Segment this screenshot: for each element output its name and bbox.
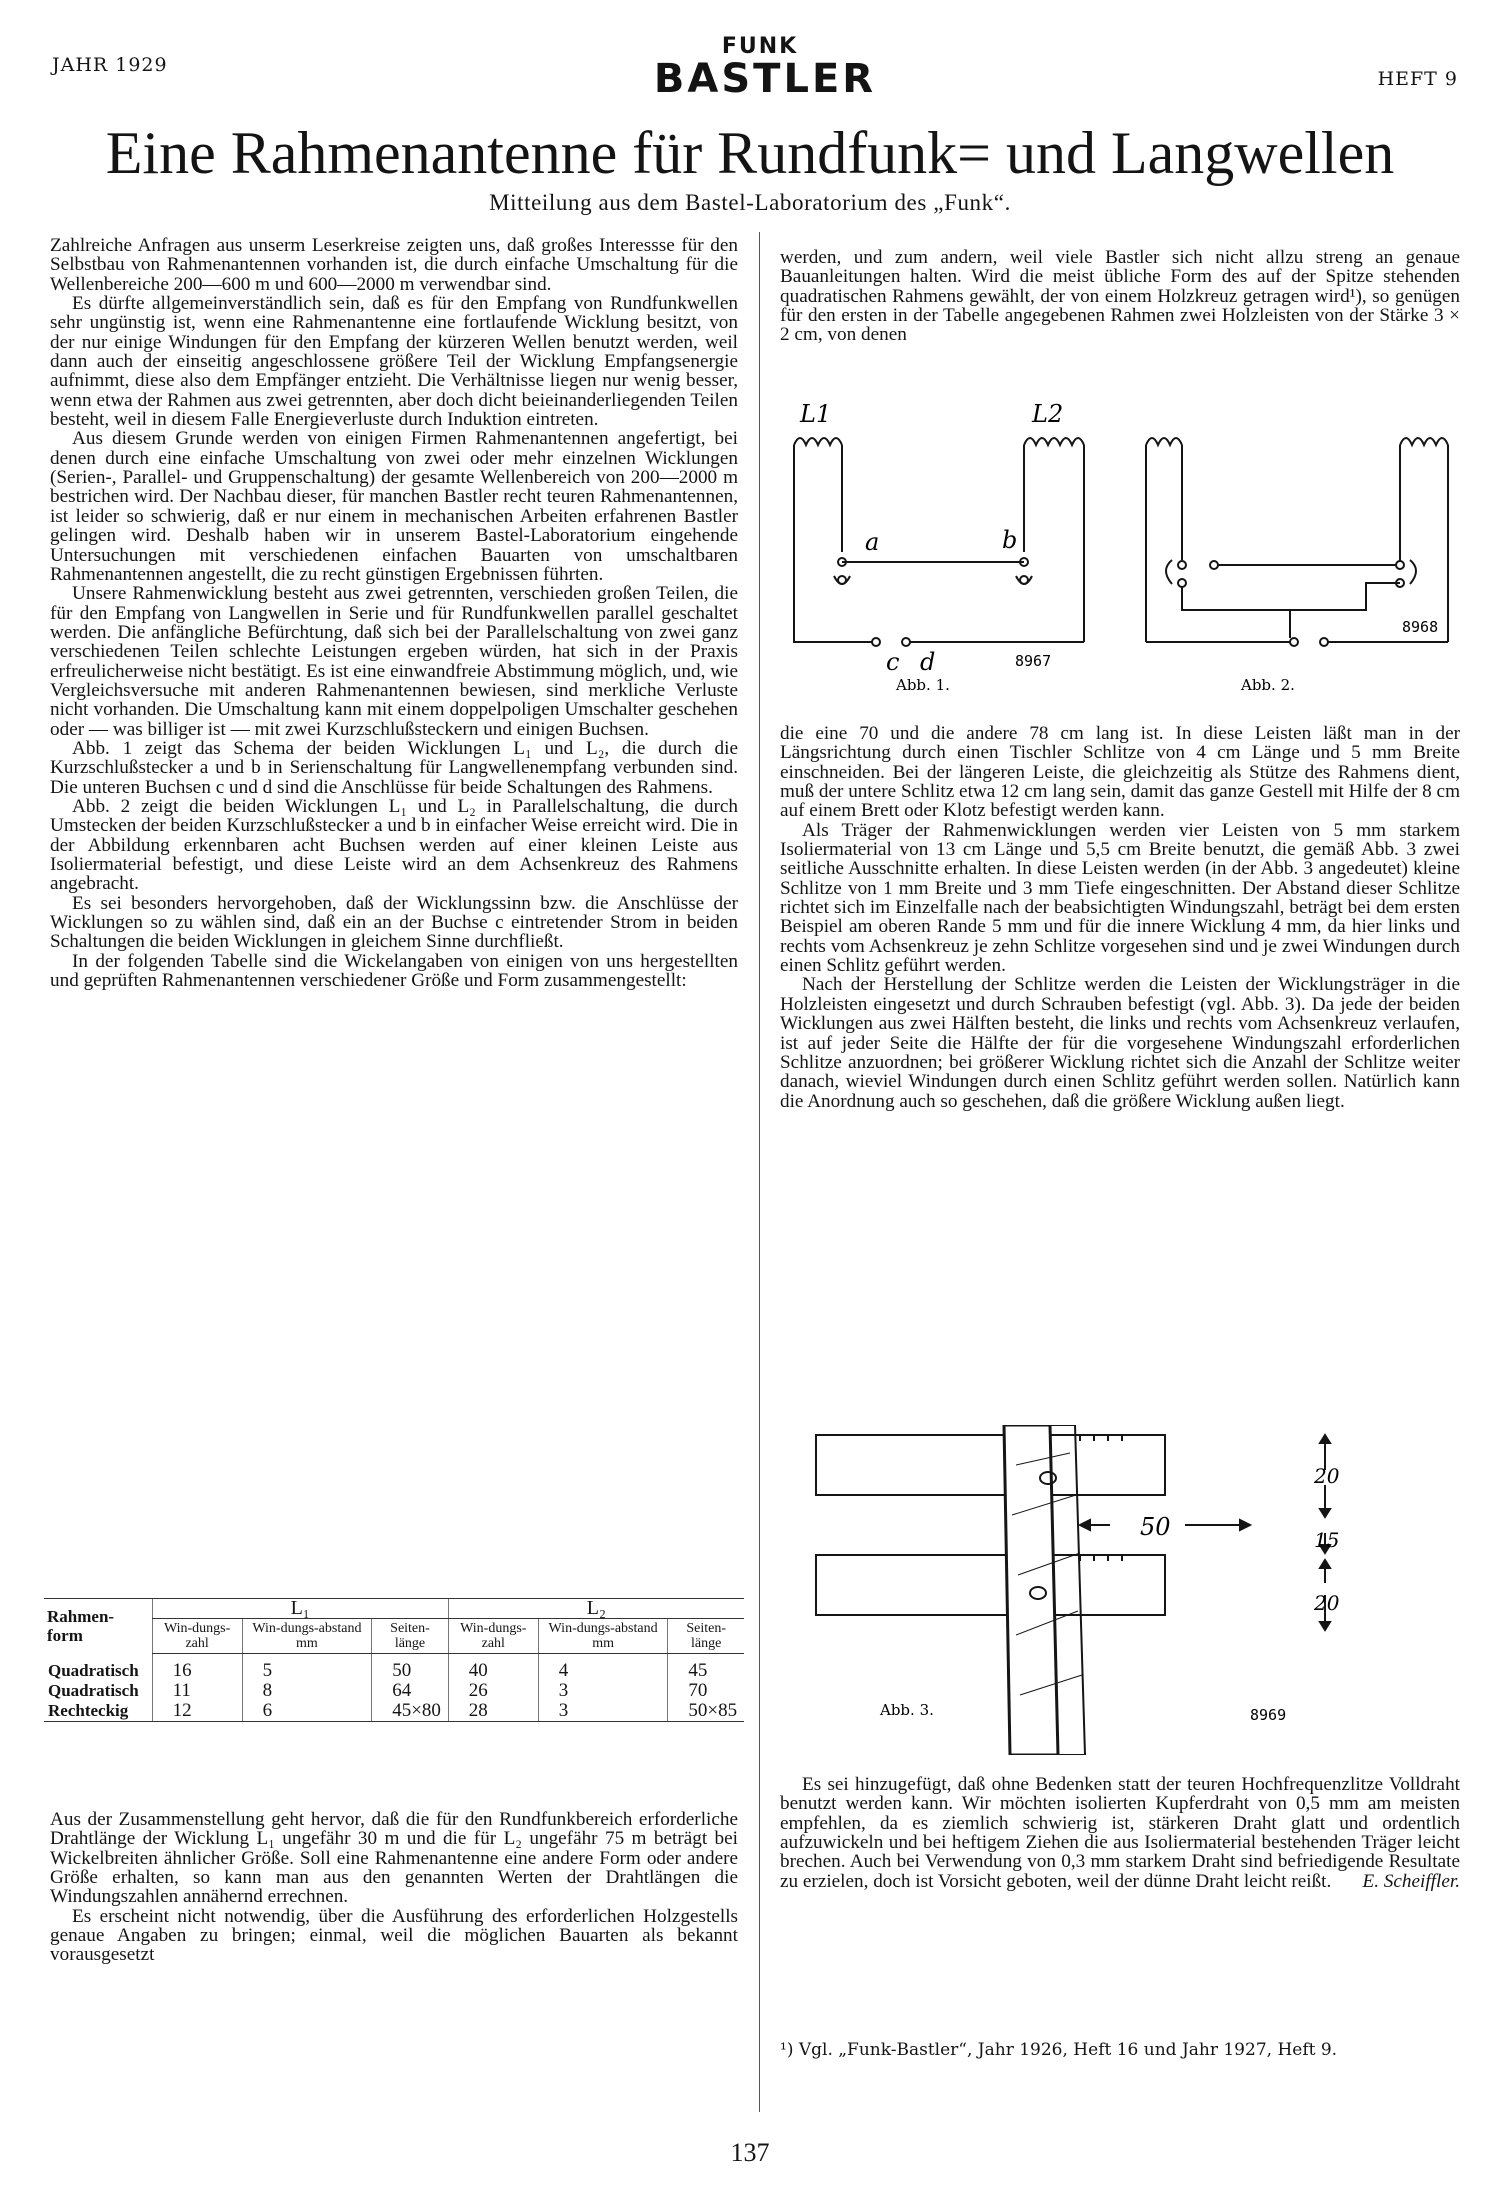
page-number: 137	[730, 2138, 770, 2167]
table-header-seite: Seiten-länge	[372, 1619, 449, 1654]
table-header-abstand: Win-dungs-abstand mm	[538, 1619, 668, 1654]
table-header-seite: Seiten-länge	[668, 1619, 744, 1654]
author-signature: E. Scheiffler.	[1362, 1870, 1460, 1892]
fig2-number: 8968	[1402, 618, 1439, 636]
label-l2: L2	[1032, 400, 1064, 428]
table-row: Quadratisch 16 5 50 40 4 45	[44, 1654, 744, 1682]
paragraph: Abb. 1 zeigt das Schema der beiden Wicklungen L₁ und L₂, die durch die Kurzschlußstecker a und b in Serienschaltung für Langwellenempfang verbunden sind. Die unteren Buchsen c und d sind die Anschlüsse für beide Schaltungen des Rahmens.	[50, 737, 738, 798]
paragraph: Als Träger der Rahmenwicklungen werden vier Leisten von 5 mm starkem Isoliermaterial von 13 cm Länge und 5,5 cm Breite benutzt, die gemäß Abb. 3 zwei seitliche Ausschnitte erhalten. In diese Leisten werden (in der Abb. 3 angedeutet) kleine Schlitze von 1 mm Breite und 3 mm Tiefe eingeschnitten. Der Abstand dieser Schlitze richtet sich im Einzelfalle nach der beabsichtigten Windungszahl, beträgt bei dem ersten Beispiel am oberen Rande 5 mm und für die innere Wicklung 4 mm, da hier links und rechts vom Achsenkreuz je zehn Schlitze vorgesehen sind und je zwei Windungen durch einen Schlitz geführt werden.	[780, 819, 1460, 977]
paragraph: Es sei besonders hervorgehoben, daß der Wicklungssinn bzw. die Anschlüsse der Wicklungen so zu wählen sind, daß ein an der Buchse c eintretender Strom in beiden Schaltungen die beiden Wicklungen in gleichem Sinne durchfließt.	[50, 892, 738, 953]
paragraph: Es erscheint nicht notwendig, über die Ausführung des erforderlichen Holzgestells genaue Angaben zu bringen; einmal, weil die möglichen Bauarten als bekannt vorausgesetzt	[50, 1905, 738, 1966]
table-row: Quadratisch 11 8 64 26 3 70	[44, 1681, 744, 1701]
winding-table	[44, 1598, 744, 1722]
paragraph: Aus der Zusammenstellung geht hervor, daß die für den Rundfunkbereich erforderliche Drahtlänge der Wicklung L₁ ungefähr 30 m und die für L₂ ungefähr 75 m beträgt bei Wickelbreiten ähnlicher Größe. Soll eine Rahmenantenne eine andere Form oder andere Größe erhalten, so kann man aus den genannten Werten der Drahtlängen die Windungszahlen annähernd errechnen.	[50, 1809, 738, 1908]
dim-20-bottom: 20	[1314, 1591, 1340, 1615]
paragraph: Zahlreiche Anfragen aus unserm Leserkreise zeigten uns, daß großes Interessse für den Selbstbau von Rahmenantennen vorhanden ist, die durch einfache Umschaltung für die Wellenbereiche 200—600 m und 600—2000 m verwendbar sind.	[50, 235, 738, 295]
table-header-windungszahl: Win-dungs-zahl	[448, 1619, 538, 1654]
fig2-caption: Abb. 2.	[1241, 676, 1295, 694]
paragraph: Es dürfte allgemeinverständlich sein, daß es für den Empfang von Rundfunkwellen sehr ungünstig ist, wenn eine Rahmenantenne eine fortlaufende Wicklung besitzt, von der nur einige Windungen für den Empfang der kürzeren Wellen benutzt werden, weil dann auch der einseitig angeschlossene größere Teil der Wicklung Empfangsenergie aufnimmt, diese also dem Empfänger entzieht. Die Verhältnisse liegen nur wenig besser, wenn etwa der Rahmen aus zwei getrennten, aber doch dicht beieinanderliegenden Teilen besteht, weil in diesem Falle Energieverluste durch Induktion eintreten.	[50, 293, 738, 431]
right-column-bottom	[780, 1775, 1460, 1891]
table-header-abstand: Win-dungs-abstand mm	[242, 1619, 372, 1654]
fig3-caption: Abb. 3.	[880, 1701, 934, 1719]
fig3-number: 8969	[1250, 1706, 1287, 1724]
table-header-form: Rahmen-form	[44, 1599, 152, 1654]
table-header-windungszahl: Win-dungs-zahl	[152, 1619, 242, 1654]
fig1-number: 8967	[1015, 652, 1052, 670]
paragraph: In der folgenden Tabelle sind die Wickelangaben von einigen von uns hergestellten und geprüften Rahmenantennen verschiedener Größe und Form zusammengestellt:	[50, 950, 738, 992]
paragraph: Aus diesem Grunde werden von einigen Firmen Rahmenantennen angefertigt, bei denen durch eine einfache Umschaltung von zwei oder mehr einzelnen Wicklungen (Serien-, Parallel- und Gruppenschaltung) der gesamte Wellenbereich von 200—2000 m bestrichen wird. Der Nachbau dieser, für manchen Bastler recht teuren Rahmenantennen, ist leider so schwierig, daß er nur einem in mechanischen Arbeiten erfahrenen Bastler gelingen wird. Deshalb haben wir in unserem Bastel-Laboratorium eingehende Untersuchungen mit verschiedenen einfachen Bauarten von umschaltbaren Rahmenantennen angestellt, die zu recht günstigen Ergebnissen führten.	[50, 428, 738, 585]
table-group-l1: L₁	[152, 1599, 448, 1619]
paragraph: die eine 70 und die andere 78 cm lang ist. In diese Leisten läßt man in der Längsrichtung durch einen Tischler Schlitze von 4 cm Länge und 5 mm Breite einschneiden. Bei der längeren Leiste, die gleichzeitig als Stütze des Rahmens dient, muß der untere Schlitz etwa 12 cm lang sein, damit das ganze Gestell mit Hilfe der 8 cm auf einem Brett oder Klotz befestigt werden kann.	[780, 723, 1460, 822]
paragraph: Nach der Herstellung der Schlitze werden die Leisten der Wicklungsträger in die Holzleisten eingesetzt und durch Schrauben befestigt (vgl. Abb. 3). Da jede der beiden Wicklungen aus zwei Hälften besteht, die links und rechts vom Achsenkreuz verlaufen, ist auf jeder Seite die Hälfte der für die vorgesehene Windungszahl erforderlichen Schlitze anzuordnen; bei größerer Wicklung richtet sich die Anzahl der Schlitze weiter danach, wieviel Windungen durch einen Schlitz geführt werden sollen. Natürlich kann die Anordnung auch so geschehen, daß die größere Wicklung außen liegt.	[780, 974, 1460, 1112]
logo-bastler: BASTLER	[653, 56, 877, 102]
fig1-caption: Abb. 1.	[896, 676, 950, 694]
paragraph: Es sei hinzugefügt, daß ohne Bedenken statt der teuren Hochfrequenzlitze Volldraht benutzt werden kann. Wir möchten isolierten Kupferdraht von 0,5 mm am meisten empfehlen, da es ziemlich schwierig ist, stärkeren Draht glatt und ordentlich aufzuwickeln und bei heftigem Ziehen die aus Isoliermaterial bestehenden Träger leicht brechen. Auch bei Verwendung von 0,3 mm starkem Draht sind befriedigende Resultate zu erzielen, doch ist Vorsicht geboten, weil der dünne Draht leicht reißt. E. Scheiffler.	[780, 1774, 1460, 1892]
issue-label: HEFT 9	[1377, 68, 1458, 90]
year-label: JAHR 1929	[52, 54, 168, 76]
figure-3-winding-carrier	[780, 1425, 1470, 1755]
right-column-top	[780, 248, 1460, 345]
table-row: Rechteckig 12 6 45×80 28 3 50×85	[44, 1701, 744, 1722]
table-group-l2: L₂	[448, 1599, 744, 1619]
label-a: a	[865, 528, 880, 556]
logo-funk: FUNK	[721, 34, 799, 59]
paragraph: Abb. 2 zeigt die beiden Wicklungen L₁ und L₂ in Parallelschaltung, die durch Umstecken der beiden Kurzschlußstecker a und b in einfacher Weise erreicht wird. Die in der Abbildung erkennbaren acht Buchsen werden auf einer kleinen Leiste aus Isoliermaterial befestigt, und diese Leiste wird an dem Achsenkreuz des Rahmens angebracht.	[50, 795, 738, 895]
dim-15: 15	[1314, 1528, 1340, 1552]
left-column-top	[50, 236, 738, 990]
footnote: ¹) Vgl. „Funk-Bastler“, Jahr 1926, Heft 16 und Jahr 1927, Heft 9.	[780, 2040, 1338, 2060]
label-d: d	[920, 648, 936, 676]
dim-50: 50	[1140, 1513, 1171, 1541]
label-c: c	[886, 648, 900, 676]
paragraph: Unsere Rahmenwicklung besteht aus zwei getrennten, verschieden großen Teilen, die für den Empfang von Langwellen in Serie und für Rundfunkwellen parallel geschaltet werden. Die anfängliche Befürchtung, daß sich bei der Parallelschaltung von zwei ganz verschiedenen Teilen schlechte Leistungen ergeben würden, hat sich in der Praxis erfreulicherweise nicht bestätigt. Es ist eine einwandfreie Abstimmung möglich, und, wie Vergleichsversuche mit anderen Rahmenantennen bewiesen, sind merkliche Verluste nicht vorhanden. Die Umschaltung kann mit einem doppelpoligen Umschalter geschehen oder — was billiger ist — mit zwei Kurzschlußsteckern und einigen Buchsen.	[50, 583, 738, 740]
figure-1-2-schematic	[780, 400, 1470, 700]
article-title: Eine Rahmenantenne für Rundfunk= und Langwellen	[105, 120, 1395, 186]
label-b: b	[1002, 526, 1018, 554]
column-divider	[759, 232, 760, 2112]
dim-20-top: 20	[1314, 1464, 1340, 1488]
label-l1: L1	[800, 400, 832, 428]
article-subtitle: Mitteilung aus dem Bastel-Laboratorium des „Funk“.	[489, 190, 1011, 215]
right-column-middle	[780, 724, 1460, 1111]
left-column-bottom	[50, 1810, 738, 1965]
paragraph: werden, und zum andern, weil viele Bastler sich nicht allzu streng an genaue Bauanleitungen halten. Wird die meist übliche Form des auf der Spitze stehenden quadratischen Rahmens gewählt, der von einem Holzkreuz getragen wird¹), so genügen für den ersten in der Tabelle angegebenen Rahmen zwei Holzleisten von der Stärke 3 × 2 cm, von denen	[780, 247, 1460, 346]
